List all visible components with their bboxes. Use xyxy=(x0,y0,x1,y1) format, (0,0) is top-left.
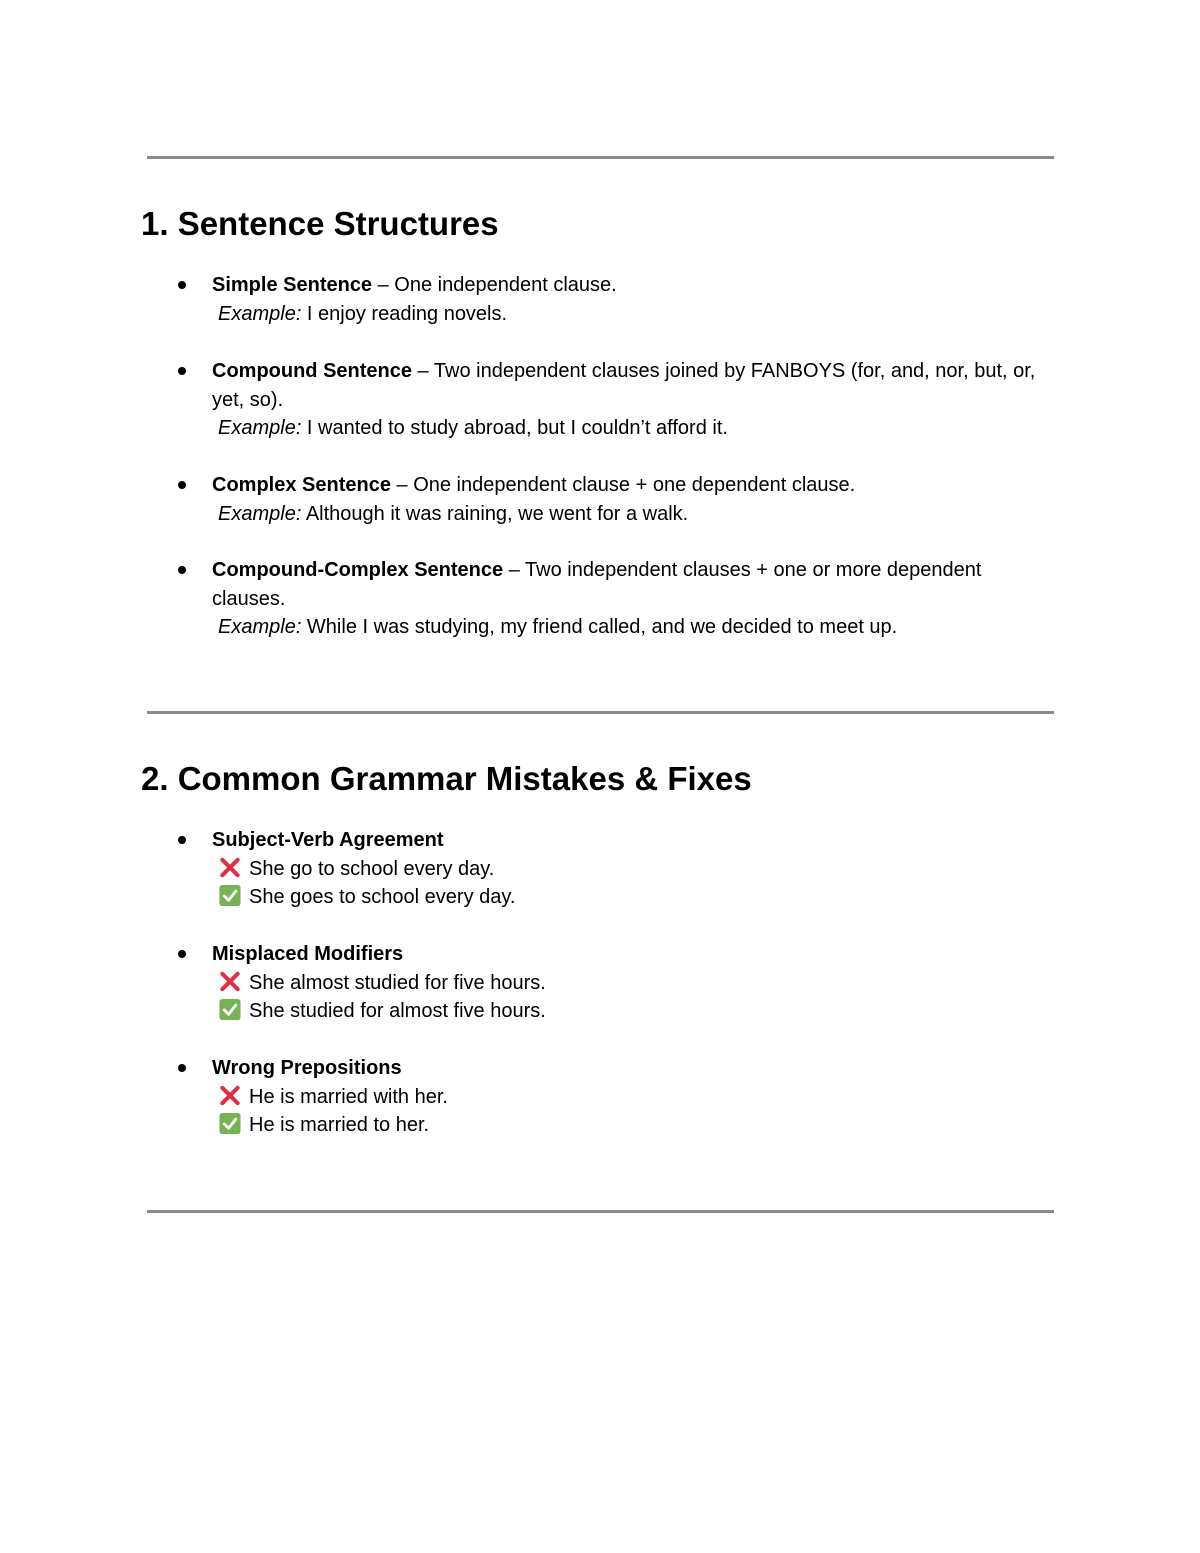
wrong-sentence: She go to school every day. xyxy=(249,857,495,880)
list-item xyxy=(212,556,1052,642)
list-item xyxy=(212,940,1052,1026)
bullet-icon xyxy=(178,950,186,958)
example-text: While I was studying, my friend called, and we decided to meet up. xyxy=(301,616,898,638)
item-term: Wrong Prepositions xyxy=(212,1057,402,1079)
wrong-example xyxy=(212,969,1052,998)
item-description: – One independent clause. xyxy=(372,274,617,296)
list-item xyxy=(212,271,1052,328)
bullet-icon xyxy=(178,481,186,489)
example-label: Example: xyxy=(218,302,302,325)
section-heading: 1. Sentence Structures xyxy=(141,205,499,242)
cross-mark-icon xyxy=(218,1084,242,1107)
list-item xyxy=(212,471,1052,528)
bullet-icon xyxy=(178,1064,186,1072)
bullet-icon xyxy=(178,281,186,289)
cross-mark-icon xyxy=(218,970,242,993)
right-example xyxy=(212,883,1052,912)
item-definition xyxy=(212,357,1052,414)
right-sentence: She studied for almost five hours. xyxy=(249,1000,546,1022)
right-example xyxy=(212,1111,1052,1140)
item-description: – One independent clause + one dependent clause. xyxy=(390,474,856,496)
item-term: Complex Sentence xyxy=(212,474,391,496)
item-description: – Two independent clauses joined by FANBOYS (for, and, nor, but, or, yet, so). xyxy=(212,360,1036,411)
item-definition xyxy=(212,556,1052,613)
item-term: Compound Sentence xyxy=(212,360,413,382)
item-term: Subject-Verb Agreement xyxy=(212,829,444,851)
right-example xyxy=(212,997,1052,1026)
section-heading: 2. Common Grammar Mistakes & Fixes xyxy=(141,760,752,797)
check-mark-icon xyxy=(218,1112,242,1135)
item-term: Misplaced Modifiers xyxy=(212,943,404,965)
check-mark-icon xyxy=(218,998,242,1021)
list-item xyxy=(212,826,1052,912)
section-divider xyxy=(147,1210,1054,1213)
right-sentence: He is married to her. xyxy=(249,1114,430,1136)
example-label: Example: xyxy=(218,417,302,439)
check-mark-icon xyxy=(218,884,242,907)
bullet-icon xyxy=(178,566,186,574)
example-text: Although it was raining, we went for a walk. xyxy=(301,502,689,525)
bullet-icon xyxy=(178,367,186,375)
wrong-example xyxy=(212,855,1052,884)
example-text: I wanted to study abroad, but I couldn’t afford it. xyxy=(301,417,728,439)
item-example xyxy=(212,613,1052,642)
section-divider xyxy=(147,156,1054,159)
example-label: Example: xyxy=(218,616,302,638)
item-definition xyxy=(212,471,1052,500)
item-term-line xyxy=(212,1054,1052,1083)
example-text: I enjoy reading novels. xyxy=(301,302,508,325)
item-term-line xyxy=(212,826,1052,855)
example-label: Example: xyxy=(218,502,302,525)
item-term: Simple Sentence xyxy=(212,274,373,296)
right-sentence: She goes to school every day. xyxy=(249,886,516,908)
wrong-sentence: He is married with her. xyxy=(249,1085,448,1108)
item-example xyxy=(212,414,1052,443)
list-item xyxy=(212,357,1052,443)
item-term: Compound-Complex Sentence xyxy=(212,559,504,581)
item-definition xyxy=(212,271,1052,300)
cross-mark-icon xyxy=(218,856,242,879)
section-divider xyxy=(147,711,1054,714)
wrong-sentence: She almost studied for five hours. xyxy=(249,971,546,994)
list-item xyxy=(212,1054,1052,1140)
bullet-icon xyxy=(178,836,186,844)
item-description: – Two independent clauses + one or more dependent clauses. xyxy=(212,559,982,610)
item-example xyxy=(212,300,1052,329)
wrong-example xyxy=(212,1083,1052,1112)
item-term-line xyxy=(212,940,1052,969)
item-example xyxy=(212,500,1052,529)
